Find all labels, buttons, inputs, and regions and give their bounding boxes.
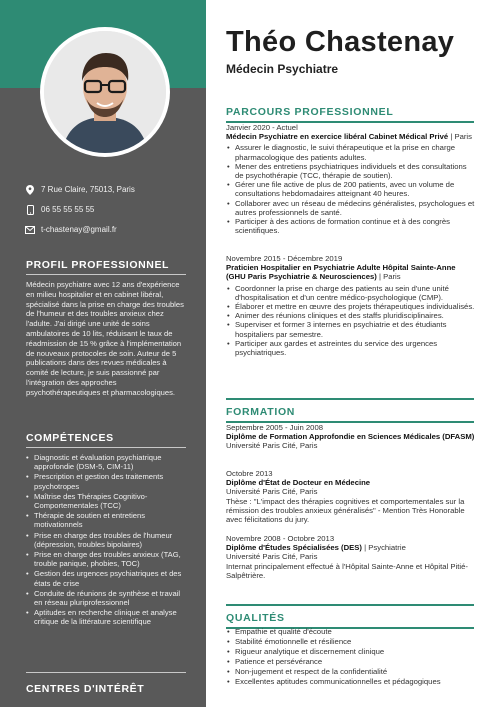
task-item: • Mener des entretiens psychiatriques individuels et des consultations de psychothérapie (TCC, thérapie de soutien). <box>226 162 476 180</box>
experience-date: Janvier 2020 - Actuel <box>226 123 298 132</box>
task-item: • Superviser et former 3 internes en psychiatrie et des étudiants hospitaliers par semestre. <box>226 320 476 338</box>
experience-entry <box>226 254 476 357</box>
experience-date: Novembre 2015 - Décembre 2019 <box>226 254 343 263</box>
quality-item: • Stabilité émotionnelle et résilience <box>226 637 476 647</box>
skills-title: COMPÉTENCES <box>26 432 186 448</box>
experience-tasks <box>226 143 476 235</box>
education-date: Septembre 2005 - Juin 2008 <box>226 423 324 432</box>
skills-list <box>26 453 186 627</box>
skill-item: • Conduite de réunions de synthèse et travail en réseau pluriprofessionnel <box>26 589 186 607</box>
email-icon <box>24 226 36 234</box>
interests-section <box>26 684 186 703</box>
experience-title <box>226 106 474 123</box>
skill-item: • Thérapie de soutien et entretiens motivationnels <box>26 511 186 529</box>
skill-item: • Gestion des urgences psychiatriques et des états de crise <box>26 569 186 587</box>
education-date: Octobre 2013 <box>226 469 273 478</box>
experience-location: | Paris <box>448 132 472 142</box>
quality-item: • Rigueur analytique et discernement clinique <box>226 647 476 657</box>
education-line: Université Paris Cité, Paris <box>226 552 318 562</box>
profile-photo-frame <box>40 27 170 157</box>
education-degree: Diplôme d'Études Spécialisées (DES) <box>226 543 362 553</box>
skills-section <box>26 432 186 628</box>
education-degree-suffix: | Psychiatrie <box>361 543 406 553</box>
education-title-text: FORMATION <box>226 405 296 418</box>
task-item: • Assurer le diagnostic, le suivi thérapeutique et la prise en charge pharmacologique des patients adultes. <box>226 143 476 161</box>
education-entry <box>226 534 476 580</box>
skill-item: • Diagnostic et évaluation psychiatrique approfondie (DSM-5, CIM-11) <box>26 453 186 471</box>
experience-entry <box>226 123 476 235</box>
skill-item: • Prise en charge des troubles anxieux (TAG, trouble panique, phobies, TOC) <box>26 550 186 568</box>
task-item: • Collaborer avec un réseau de médecins généralistes, psychologues et autres professionnels de santé. <box>226 199 476 217</box>
sidebar <box>0 0 206 707</box>
contact-email-text: t-chastenay@gmail.fr <box>41 225 117 234</box>
quality-item: • Excellentes aptitudes communicationnelles et pédagogiques <box>226 677 476 687</box>
contact-phone <box>24 201 199 218</box>
task-item: • Participer aux gardes et astreintes du service des urgences psychiatriques. <box>226 339 476 357</box>
education-line: Thèse : "L'impact des thérapies cognitives et comportementales sur la rémission des troubles anxieux généralisés" - Mention Très Honorable avec félicitations du jury. <box>226 496 465 525</box>
skill-item: • Maîtrise des Thérapies Cognitivo-Comportementales (TCC) <box>26 492 186 510</box>
profile-photo <box>44 31 166 153</box>
profile-title: PROFIL PROFESSIONNEL <box>26 259 186 275</box>
contact-phone-text: 06 55 55 55 55 <box>41 205 95 214</box>
candidate-name: Théo Chastenay <box>226 26 455 58</box>
experience-role: Praticien Hospitalier en Psychiatrie Adulte Hôpital Sainte-Anne (GHU Paris Psychiatrie & Neurosciences) <box>226 263 456 282</box>
contact-address <box>24 181 199 198</box>
task-item: • Coordonner la prise en charge des patients au sein d'une unité d'hospitalisation et d'un centre médico-psychologique (CMP). <box>226 284 476 302</box>
education-date: Novembre 2008 - Octobre 2013 <box>226 534 335 543</box>
qualities-title-text: QUALITÉS <box>226 611 285 624</box>
task-item: • Animer des réunions cliniques et des staffs pluridisciplinaires. <box>226 311 476 320</box>
experience-location: | Paris <box>376 272 401 282</box>
education-line: Université Paris Cité, Paris <box>226 487 318 497</box>
contact-email <box>24 221 199 238</box>
skill-item: • Aptitudes en recherche clinique et analyse critique de la littérature scientifique <box>26 608 186 626</box>
location-pin-icon <box>24 185 36 195</box>
interests-title: CENTRES D'INTÉRÊT <box>26 672 186 698</box>
qualities-list <box>226 627 476 687</box>
candidate-title: Médecin Psychiatre <box>226 62 339 76</box>
qualities-title <box>226 604 474 629</box>
quality-item: • Non-jugement et respect de la confidentialité <box>226 667 476 677</box>
profile-section <box>26 259 186 398</box>
education-degree: Diplôme de Formation Approfondie en Sciences Médicales (DFASM) <box>226 432 475 442</box>
quality-item: • Empathie et qualité d'écoute <box>226 627 476 637</box>
skill-item: • Prescription et gestion des traitements psychotropes <box>26 472 186 490</box>
education-degree: Diplôme d'État de Docteur en Médecine <box>226 478 371 488</box>
task-item: • Élaborer et mettre en œuvre des projets thérapeutiques individualisés. <box>226 302 476 311</box>
profile-text: Médecin psychiatre avec 12 ans d'expérience en milieu hospitalier et en cabinet libéral, spécialisé dans la prise en charge des troubles de l'humeur et des troubles anxieux chez l'adulte. J'ai dirigé une unité de soins ambulatoires de 10 lits, réduisant le taux de réadmission de 15 % grâce à l'implémentation de nouveaux protocoles de soin. Auteur de 5 publications dans des revues médicales à comité de lecture, je suis passionné par l'intégration des approches psychothérapeutiques et pharmacologiques. <box>26 280 184 397</box>
education-entry <box>226 423 476 451</box>
education-line: Université Paris Cité, Paris <box>226 441 318 451</box>
task-item: • Gérer une file active de plus de 200 patients, avec un volume de consultations hebdomadaires atteignant 40 heures. <box>226 180 476 198</box>
phone-icon <box>24 205 36 215</box>
experience-title-text: PARCOURS PROFESSIONNEL <box>226 106 394 118</box>
experience-role: Médecin Psychiatre en exercice libéral Cabinet Médical Privé <box>226 132 449 142</box>
contact-info <box>24 181 199 241</box>
contact-address-text: 7 Rue Claire, 75013, Paris <box>41 185 135 194</box>
education-title <box>226 398 474 423</box>
task-item: • Participer à des actions de formation continue et à des congrès scientifiques. <box>226 217 476 235</box>
experience-tasks <box>226 284 476 358</box>
quality-item: • Patience et persévérance <box>226 657 476 667</box>
education-entry <box>226 469 476 524</box>
skill-item: • Prise en charge des troubles de l'humeur (dépression, troubles bipolaires) <box>26 531 186 549</box>
education-line: Internat principalement effectué à l'Hôpital Sainte-Anne et Hôpital Pitié-Salpêtrière. <box>226 561 468 580</box>
